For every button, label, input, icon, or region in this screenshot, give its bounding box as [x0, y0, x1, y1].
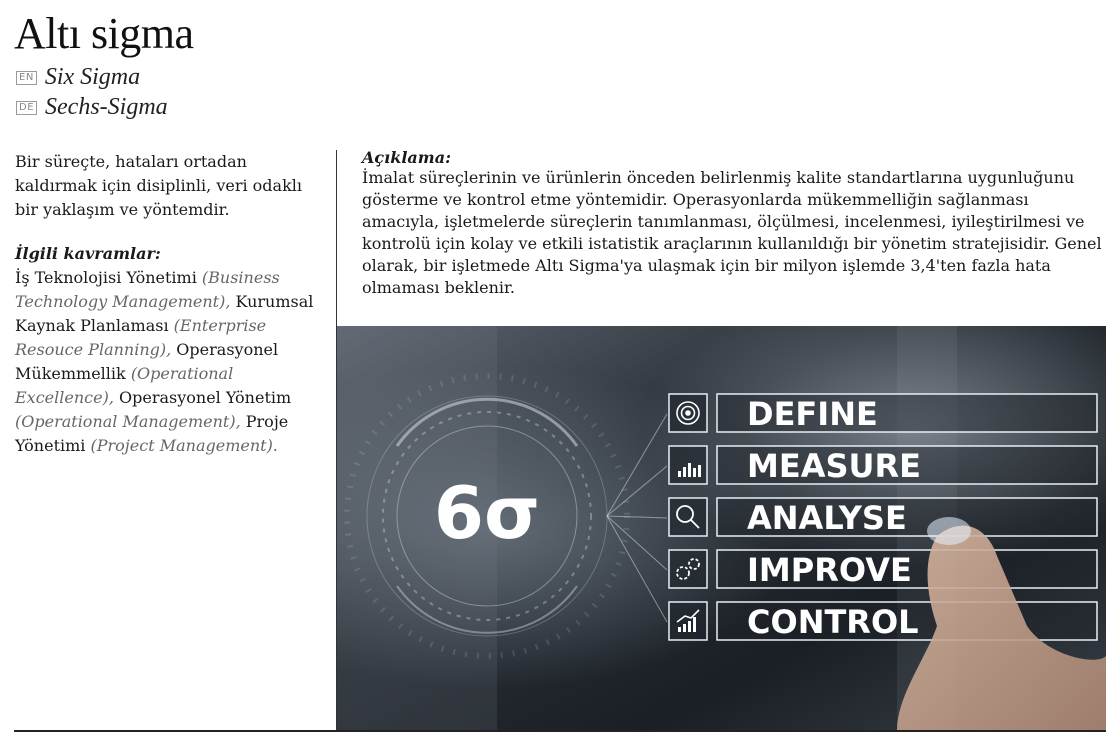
related-concept-name: Operasyonel Mükemmellik	[15, 340, 279, 383]
description-body: İmalat süreçlerinin ve ürünlerin önceden belirlenmiş kalite standartlarına uygunluğunu gösterme ve kontrol etme yöntemidir. Operasyonlarda mükemmelliğin sağlanması amacıyla, işletmelerde süreçlerin tanımlanması, ölçülmesi, incelenmesi, iyileştirilmesi ve kontrolü için kolay ve etkili istatistik araçlarının kullanıldığı bir yönetim stratejisidir. Genel olarak, bir işletmede Altı Sigma'ya ulaşmak için bir milyon işlemde 3,4'ten fazla hata olmaması beklenir.	[362, 168, 1102, 297]
translation-term: Sechs-Sigma	[45, 94, 168, 120]
related-concept-english: (Enterprise Resouce Planning),	[15, 316, 267, 359]
description-section	[362, 149, 1102, 299]
step-label: CONTROL	[747, 603, 919, 641]
step-label: DEFINE	[747, 395, 878, 433]
dmaic-step-improve	[669, 550, 1097, 589]
dmaic-step-define	[669, 394, 1097, 433]
six-sigma-dmaic-photo	[337, 326, 1106, 730]
language-code-badge: EN	[16, 71, 37, 85]
description-heading: Açıklama:	[362, 148, 451, 167]
page-title: Altı sigma	[14, 9, 194, 58]
related-concept-english: (Operational Excellence),	[15, 364, 234, 407]
definition-summary: Bir süreçte, hataları ortadan kaldırmak için disiplinli, veri odaklı bir yaklaşım ve yöntemdir.	[15, 152, 303, 219]
language-code-badge: DE	[16, 101, 37, 115]
related-concept-name: Proje Yönetimi	[15, 412, 289, 455]
step-label: MEASURE	[747, 447, 921, 485]
translation-de	[16, 94, 168, 121]
related-concept-english: (Project Management).	[90, 436, 278, 455]
related-concepts-list	[15, 266, 315, 458]
related-concept-name: Kurumsal Kaynak Planlaması	[15, 292, 314, 335]
step-label: ANALYSE	[747, 499, 907, 537]
related-concept-name: Operasyonel Yönetim	[119, 388, 292, 407]
left-column	[15, 150, 315, 458]
step-label: IMPROVE	[747, 551, 912, 589]
related-concept-english: (Business Technology Management),	[15, 268, 280, 311]
related-concept-name: İş Teknolojisi Yönetimi	[15, 268, 197, 287]
related-concept-english: (Operational Management),	[15, 412, 241, 431]
dmaic-step-analyse	[669, 498, 1097, 537]
dmaic-step-measure	[669, 446, 1097, 485]
translation-term: Six Sigma	[44, 64, 141, 90]
related-concepts-heading: İlgili kavramlar:	[15, 244, 161, 263]
six-sigma-symbol: 6σ	[433, 471, 541, 555]
translation-en	[16, 64, 140, 91]
